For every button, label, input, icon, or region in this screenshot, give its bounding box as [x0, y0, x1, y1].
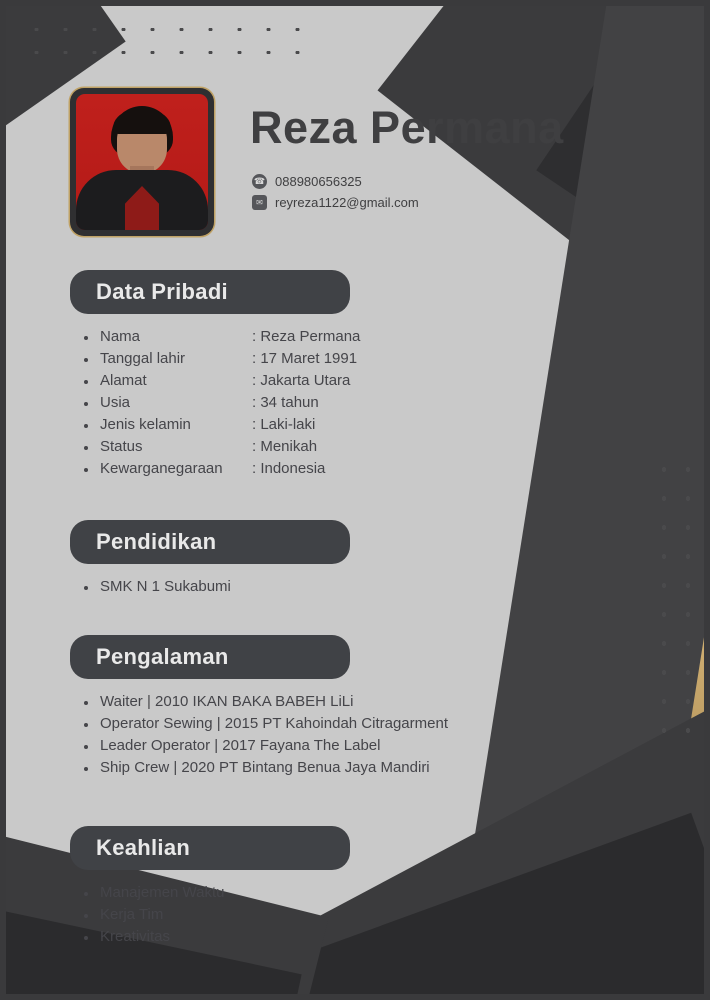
list-item: [70, 737, 448, 754]
cv-header: [70, 88, 650, 248]
phone-icon: ☎: [252, 174, 267, 189]
field-value: : Menikah: [252, 438, 318, 455]
list-item: [70, 416, 360, 433]
field-label: Status: [100, 438, 143, 455]
field-value: : Reza Permana: [252, 328, 361, 345]
field-label: Alamat: [100, 372, 147, 389]
field-value: : 17 Maret 1991: [252, 350, 358, 367]
experience-list: [70, 693, 448, 776]
photo-frame: [70, 88, 214, 236]
list-item: [70, 328, 360, 345]
experience-item: Waiter | 2010 IKAN BAKA BABEH LiLi: [100, 693, 354, 710]
skills-list: [70, 884, 350, 945]
field-value: : Indonesia: [252, 460, 326, 477]
field-label: Tanggal lahir: [100, 350, 186, 367]
portrait-fringe: [113, 112, 171, 134]
list-item: [70, 693, 448, 710]
list-item: [70, 906, 350, 923]
list-item: [70, 715, 448, 732]
experience-item: Operator Sewing | 2015 PT Kahoindah Citragarment: [100, 715, 448, 732]
contact-email-row: [252, 195, 419, 210]
field-value: : Jakarta Utara: [252, 372, 351, 389]
skill-item: Kerja Tim: [100, 906, 164, 923]
skill-item: Kreativitas: [100, 928, 171, 945]
section-title-education: Pendidikan: [70, 520, 350, 564]
section-personal-data: [70, 270, 360, 482]
section-title-personal: Data Pribadi: [70, 270, 350, 314]
list-item: [70, 350, 360, 367]
section-title-skills: Keahlian: [70, 826, 350, 870]
page-title: Reza Permana: [250, 102, 564, 153]
contact-block: [252, 174, 419, 216]
contact-phone: 088980656325: [275, 174, 362, 189]
list-item: [70, 438, 360, 455]
list-item: [70, 578, 350, 595]
field-value: : 34 tahun: [252, 394, 319, 411]
mail-icon: ✉: [252, 195, 267, 210]
list-item: [70, 759, 448, 776]
education-item: SMK N 1 Sukabumi: [100, 578, 231, 595]
section-education: [70, 520, 350, 600]
field-label: Jenis kelamin: [100, 416, 191, 433]
section-skills: [70, 826, 350, 950]
list-item: [70, 394, 360, 411]
field-label: Kewarganegaraan: [100, 460, 223, 477]
education-list: [70, 578, 350, 595]
section-title-experience: Pengalaman: [70, 635, 350, 679]
personal-data-list: [70, 328, 360, 477]
field-label: Usia: [100, 394, 131, 411]
list-item: [70, 884, 350, 901]
field-label: Nama: [100, 328, 141, 345]
contact-email: reyreza1122@gmail.com: [275, 195, 419, 210]
skill-item: Manajemen Waktu: [100, 884, 225, 901]
experience-item: Leader Operator | 2017 Fayana The Label: [100, 737, 381, 754]
avatar: [76, 94, 208, 230]
list-item: [70, 928, 350, 945]
contact-phone-row: [252, 174, 419, 189]
list-item: [70, 372, 360, 389]
experience-item: Ship Crew | 2020 PT Bintang Benua Jaya Mandiri: [100, 759, 430, 776]
section-experience: [70, 635, 448, 781]
field-value: : Laki-laki: [252, 416, 316, 433]
list-item: [70, 460, 360, 477]
